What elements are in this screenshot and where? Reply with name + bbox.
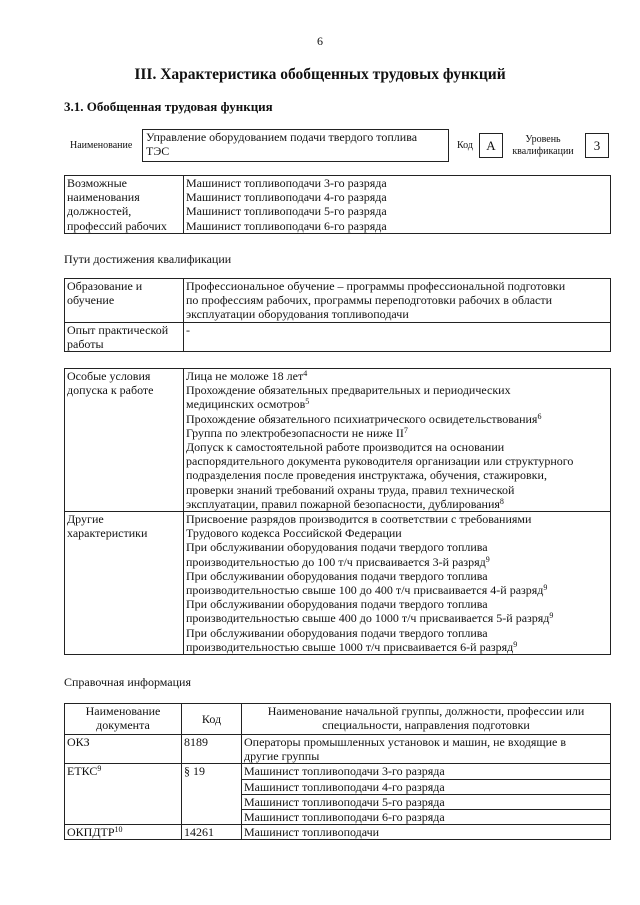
conditions-row	[65, 369, 611, 512]
ref-etks-doc	[65, 764, 182, 825]
level-value: 3	[593, 138, 601, 153]
ref-okpdtr-doc	[65, 825, 182, 840]
conditions-label-cell	[65, 369, 184, 512]
education-value-cell	[184, 279, 611, 323]
other-line	[186, 526, 608, 540]
ref-etks-row	[65, 764, 611, 779]
positions-label-cell	[65, 176, 184, 234]
other-line-text: производительностью свыше 1000 т/ч присваивается 6-й разряд	[186, 639, 514, 654]
positions-label-line: должностей,	[67, 204, 132, 219]
conditions-line-text: эксплуатации, правил пожарной безопасности, дублирования	[186, 496, 500, 511]
positions-value-cell	[184, 176, 611, 234]
conditions-line-text: подразделения после проведения инструктажа, обучения, стажировки,	[186, 468, 547, 483]
conditions-line	[186, 483, 608, 497]
conditions-line-text: Лица не моложе 18 лет	[186, 369, 304, 383]
conditions-line	[186, 369, 608, 383]
other-line	[186, 583, 608, 597]
conditions-label-line: Особые условия	[67, 369, 151, 383]
experience-row	[65, 322, 611, 351]
conditions-table	[64, 368, 611, 655]
other-line-text: При обслуживании оборудования подачи твердого топлива	[186, 625, 488, 640]
ref-okz-code: 8189	[182, 735, 242, 764]
footnote-marker: 9	[543, 583, 548, 593]
ref-header-doc-line: документа	[96, 718, 150, 733]
conditions-line	[186, 497, 608, 511]
footnote-marker: 6	[537, 411, 542, 421]
ref-okz-name-line: Операторы промышленных установок и машин, не входящие в	[244, 735, 567, 749]
reference-heading: Справочная информация	[64, 675, 191, 689]
level-label-line2: квалификации	[512, 146, 574, 157]
paths-heading: Пути достижения квалификации	[64, 252, 232, 266]
other-line-text: Присвоение разрядов производится в соответствии с требованиями	[186, 512, 532, 527]
footnote-marker: 9	[513, 639, 518, 649]
ref-etks-name: Машинист топливоподачи 3-го разряда	[242, 764, 611, 779]
footnote-marker: 9	[97, 764, 102, 774]
experience-label-line: работы	[67, 336, 104, 351]
education-value-line: эксплуатации оборудования топливоподачи	[186, 307, 409, 322]
positions-label-line: профессий рабочих	[67, 218, 167, 233]
experience-label-line: Опыт практической	[67, 322, 169, 337]
conditions-line	[186, 412, 608, 426]
ref-etks-name: Машинист топливоподачи 4-го разряда	[242, 779, 611, 794]
other-line-text: производительностью свыше 100 до 400 т/ч присваивается 4-й разряд	[186, 583, 544, 598]
other-line-text: Трудового кодекса Российской Федерации	[186, 526, 402, 541]
ref-okz-doc: ОКЗ	[65, 735, 182, 764]
ref-etks-name: Машинист топливоподачи 6-го разряда	[242, 810, 611, 825]
ref-okz-name-line: другие группы	[244, 749, 320, 764]
ref-header-name	[242, 704, 611, 735]
conditions-line	[186, 454, 608, 468]
reference-table	[64, 703, 611, 840]
position-item: Машинист топливоподачи 3-го разряда	[186, 176, 387, 190]
education-value-line: Профессиональное обучение – программы профессиональной подготовки	[186, 279, 566, 293]
other-line-text: При обслуживании оборудования подачи твердого топлива	[186, 568, 488, 583]
footnote-marker: 9	[485, 554, 490, 564]
conditions-line-text: Группа по электробезопасности не ниже II	[186, 425, 404, 440]
education-row	[65, 279, 611, 323]
other-line	[186, 597, 608, 611]
other-label-cell	[65, 512, 184, 655]
ref-okpdtr-code: 14261	[182, 825, 242, 840]
level-box	[585, 133, 609, 158]
conditions-line	[186, 426, 608, 440]
other-line	[186, 555, 608, 569]
section-title: III. Характеристика обобщенных трудовых функций	[134, 66, 506, 83]
ref-okpdtr-doc-text: ОКПДТР	[67, 825, 115, 840]
function-name-line1: Управление оборудованием подачи твердого топлива	[146, 130, 418, 144]
conditions-line-text: медицинских осмотров	[186, 397, 306, 412]
conditions-line	[186, 440, 608, 454]
education-label-cell	[65, 279, 184, 323]
footnote-marker: 5	[305, 397, 310, 407]
conditions-line	[186, 383, 608, 397]
position-item: Машинист топливоподачи 4-го разряда	[186, 190, 387, 205]
other-value-cell	[184, 512, 611, 655]
position-item: Машинист топливоподачи 6-го разряда	[186, 218, 387, 233]
education-label-line: Образование и	[67, 279, 143, 293]
ref-etks-code: § 19	[182, 764, 242, 825]
footnote-marker: 9	[549, 611, 554, 621]
conditions-line-text: проверки знаний требований охраны труда, правил технической	[186, 482, 515, 497]
ref-okpdtr-name: Машинист топливоподачи	[242, 825, 611, 840]
education-label-line: обучение	[67, 293, 115, 308]
ref-etks-doc-text: ЕТКС	[67, 764, 98, 779]
level-label	[508, 134, 578, 158]
conditions-line-text: Прохождение обязательного психиатрического освидетельствования	[186, 411, 538, 426]
conditions-line-text: Допуск к самостоятельной работе производится на основании	[186, 440, 505, 455]
footnote-marker: 7	[403, 425, 408, 435]
ref-header-doc	[65, 704, 182, 735]
code-label: Код	[457, 140, 473, 151]
conditions-line-text: распорядительного документа руководителя организации или структурного	[186, 454, 574, 469]
ref-header-name-line: Наименование начальной группы, должности, профессии или	[267, 704, 585, 718]
conditions-label-line: допуска к работе	[67, 383, 154, 398]
other-line	[186, 540, 608, 554]
ref-header-code: Код	[182, 704, 242, 735]
footnote-marker: 10	[114, 825, 123, 835]
other-line-text: производительностью до 100 т/ч присваивается 3-й разряд	[186, 554, 486, 569]
other-label-line: характеристики	[67, 526, 148, 541]
experience-value-cell: -	[184, 322, 611, 351]
other-line	[186, 611, 608, 625]
conditions-value-cell	[184, 369, 611, 512]
ref-okpdtr-row	[65, 825, 611, 840]
other-line-text: При обслуживании оборудования подачи твердого топлива	[186, 597, 488, 612]
function-name-box	[142, 129, 449, 162]
education-table	[64, 278, 611, 352]
footnote-marker: 4	[303, 369, 308, 378]
code-value: А	[486, 138, 496, 153]
conditions-line	[186, 468, 608, 482]
ref-okz-row	[65, 735, 611, 764]
conditions-line-text: Прохождение обязательных предварительных и периодических	[186, 383, 511, 398]
other-line	[186, 626, 608, 640]
positions-label-line: наименования	[67, 190, 140, 205]
page-number: 6	[317, 34, 323, 48]
ref-okz-name	[242, 735, 611, 764]
education-value-line: по профессиям рабочих, программы переподготовки рабочих в области	[186, 293, 553, 308]
other-line-text: При обслуживании оборудования подачи твердого топлива	[186, 540, 488, 555]
conditions-line	[186, 397, 608, 411]
function-name-line2: ТЭС	[146, 144, 170, 158]
function-heading: 3.1. Обобщенная трудовая функция	[64, 99, 273, 114]
ref-etks-name: Машинист топливоподачи 5-го разряда	[242, 794, 611, 809]
other-line	[186, 640, 608, 654]
position-item: Машинист топливоподачи 5-го разряда	[186, 204, 387, 219]
ref-header-name-line: специальности, направления подготовки	[322, 718, 530, 733]
positions-label-line: Возможные	[67, 176, 127, 190]
experience-label-cell	[65, 322, 184, 351]
positions-row	[65, 176, 611, 234]
code-box	[479, 133, 503, 158]
positions-table	[64, 175, 611, 234]
ref-header-doc-line: Наименование	[85, 704, 161, 718]
name-label: Наименование	[70, 140, 133, 151]
footnote-marker: 8	[499, 496, 504, 506]
other-row	[65, 512, 611, 655]
reference-header-row	[65, 704, 611, 735]
level-label-line1: Уровень	[525, 134, 561, 145]
other-line	[186, 512, 608, 526]
other-label-line: Другие	[67, 512, 104, 527]
other-line-text: производительностью свыше 400 до 1000 т/ч присваивается 5-й разряд	[186, 611, 550, 626]
other-line	[186, 569, 608, 583]
